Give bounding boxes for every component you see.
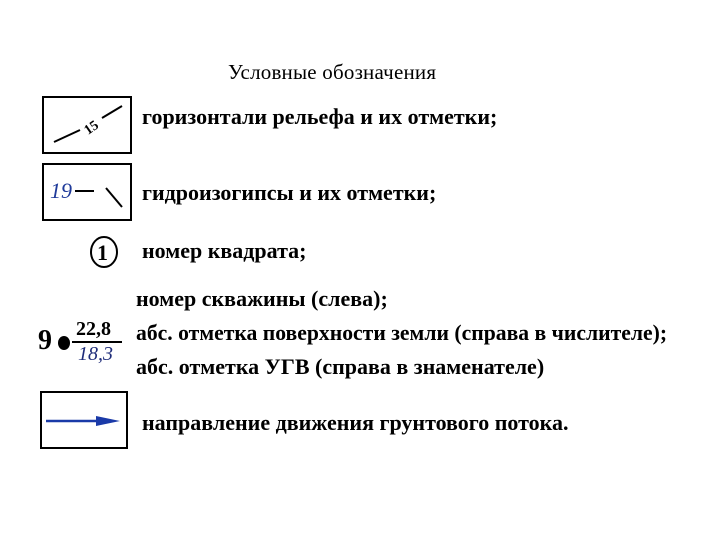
- square-number: 1: [97, 240, 108, 265]
- well-number: 9: [38, 325, 52, 356]
- legend-item-well-number: номер скважины (слева);: [136, 286, 388, 311]
- contour-line-icon: [42, 96, 132, 154]
- surface-elevation: 22,8: [76, 318, 111, 340]
- hydro-label: 19: [50, 178, 72, 203]
- well-dot-icon: [57, 335, 71, 351]
- legend-item-square-number: номер квадрата;: [142, 238, 307, 263]
- legend-item-flow-direction: направление движения грунтового потока.: [142, 410, 569, 435]
- flow-arrow-icon: [40, 391, 128, 449]
- legend-item-surface-elevation: абс. отметка поверхности земли (справа в числителе);: [136, 320, 668, 345]
- legend-item-hydroisohypses: гидроизогипсы и их отметки;: [142, 180, 437, 205]
- water-elevation: 18,3: [78, 343, 113, 365]
- legend-item-contours: горизонтали рельефа и их отметки;: [142, 104, 498, 129]
- legend-title: Условные обозначения: [228, 60, 437, 84]
- hydroisohypse-icon: [42, 163, 132, 221]
- contour-label: 15: [81, 118, 102, 139]
- legend-item-water-elevation: абс. отметка УГВ (справа в знаменателе): [136, 354, 545, 379]
